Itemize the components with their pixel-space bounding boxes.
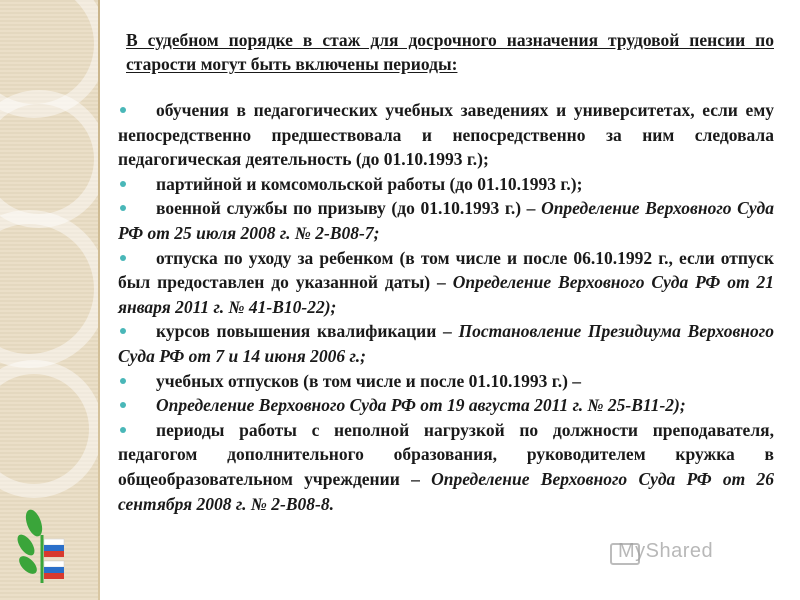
list-item xyxy=(118,98,774,172)
page-title: В судебном порядке в стаж для досрочного назначения трудовой пенсии по старости могут быть включены периоды: xyxy=(126,30,774,74)
sidebar-divider xyxy=(98,0,100,600)
decorative-circle xyxy=(0,90,100,228)
list-item-citation: Определение Верховного Суда РФ от 21 января 2011 г. № 41-В10-22); xyxy=(118,272,775,317)
list-item xyxy=(118,196,774,245)
decorative-sidebar xyxy=(0,0,100,600)
decorative-circle xyxy=(0,360,100,498)
bullet-icon xyxy=(120,427,126,433)
watermark: MyShared xyxy=(618,540,714,562)
list-item-text: военной службы по призыву (до 01.10.1993 г.) – xyxy=(156,198,542,219)
list-item-text: периоды работы с неполной нагрузкой по должности преподавателя, педагогом дополнительного образования, руководителем кружка в общеобразовательном учреждении – xyxy=(118,419,774,489)
list-item xyxy=(118,246,774,320)
periods-list xyxy=(118,98,774,516)
list-item-text: курсов повышения квалификации – xyxy=(156,321,459,342)
bullet-icon xyxy=(120,378,126,384)
list-item xyxy=(118,393,774,418)
list-item-citation: Определение Верховного Суда РФ от 26 сентября 2008 г. № 2-В08-8. xyxy=(118,468,774,514)
list-item-text: обучения в педагогических учебных заведениях и университетах, если ему непосредственно предшествовала и непосредственно за ним следовала педагогическая деятельность (до 01.10.1993 г.); xyxy=(118,100,774,170)
decorative-circle xyxy=(0,210,100,368)
list-item xyxy=(118,418,774,516)
list-item xyxy=(118,172,774,197)
document-body xyxy=(118,28,774,516)
list-item xyxy=(118,319,774,368)
list-item-text: партийной и комсомольской работы (до 01.10.1993 г.); xyxy=(156,173,583,194)
list-item xyxy=(118,369,774,394)
union-logo-icon xyxy=(14,505,70,585)
list-item-citation: Постановление Президиума Верховного Суда РФ от 7 и 14 июня 2006 г.; xyxy=(118,321,774,366)
bullet-icon xyxy=(120,181,126,187)
bullet-icon xyxy=(120,255,126,261)
list-item-text: отпуска по уходу за ребенком (в том числе и после 06.10.1992 г., если отпуск был предоставлен до указанной даты) – xyxy=(118,247,774,293)
list-item-citation: Определение Верховного Суда РФ от 25 июля 2008 г. № 2-В08-7; xyxy=(118,198,774,243)
list-item-text: учебных отпусков (в том числе и после 01.10.1993 г.) – xyxy=(156,370,582,391)
list-item-citation: Определение Верховного Суда РФ от 19 августа 2011 г. № 25-В11-2); xyxy=(156,395,686,416)
bullet-icon xyxy=(120,107,126,113)
